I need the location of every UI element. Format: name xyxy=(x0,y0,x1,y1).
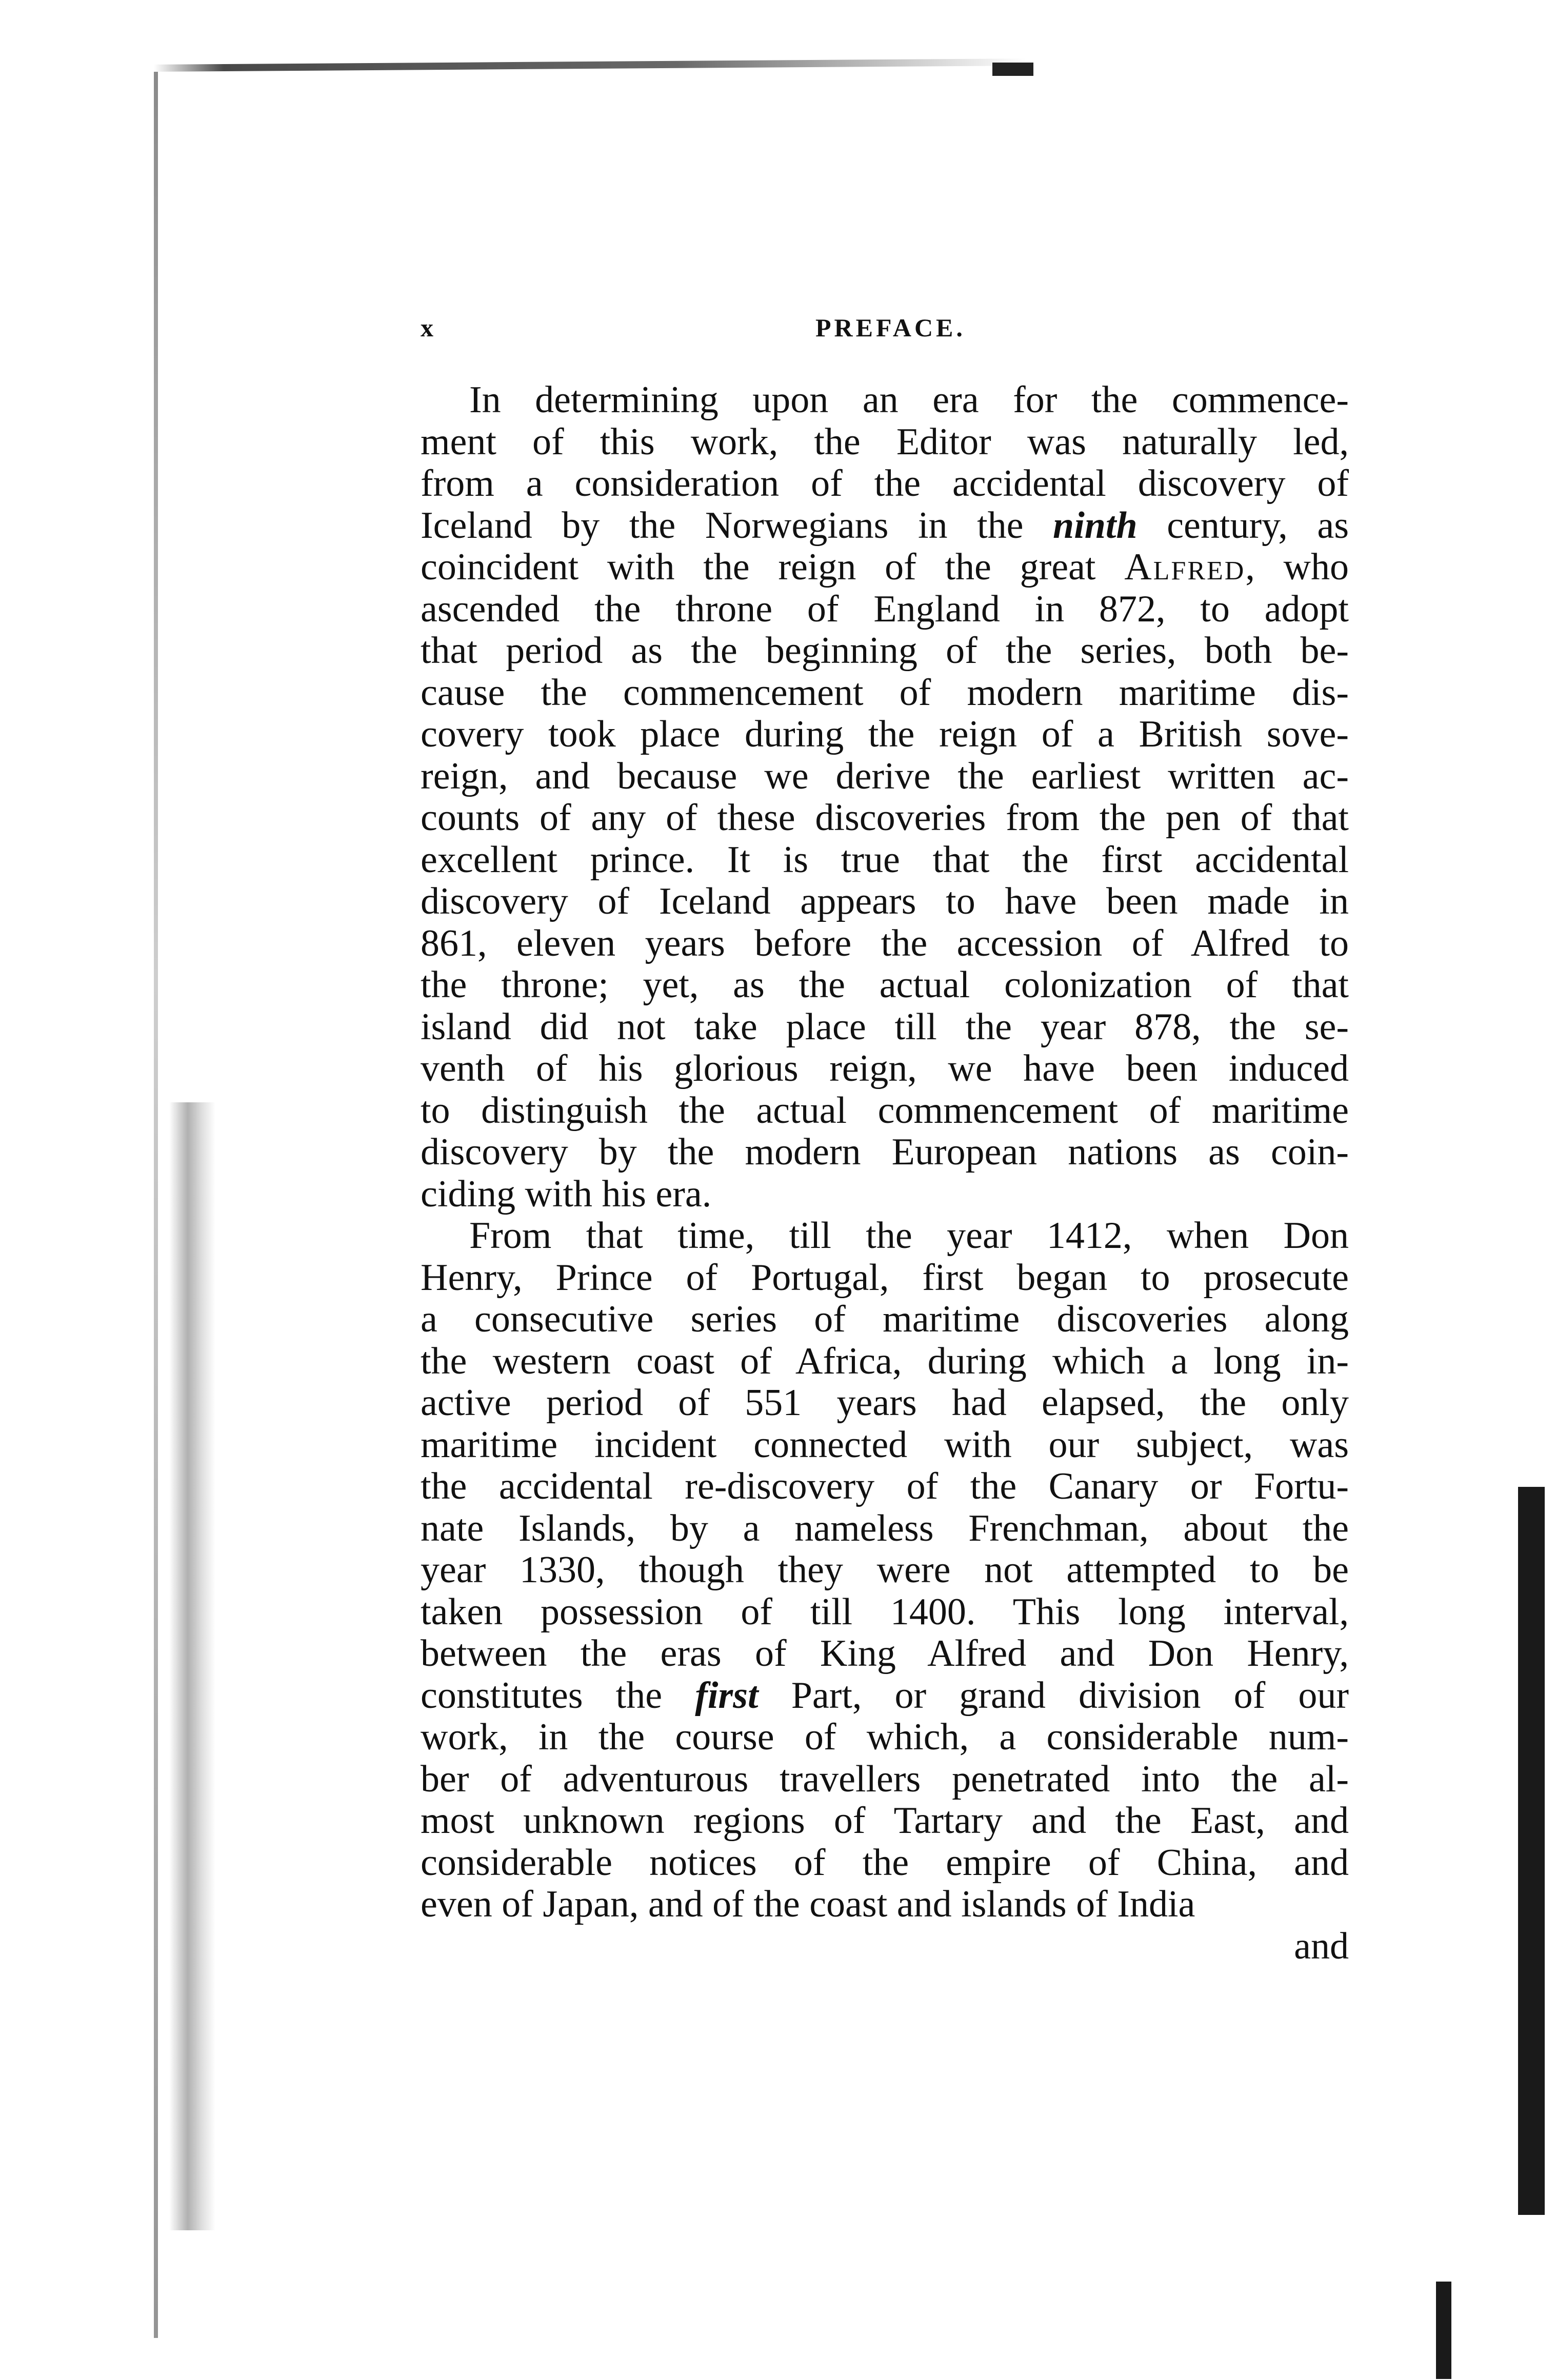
text-line: covery took place during the reign of a British sove- xyxy=(421,713,1349,755)
text-line: reign, and because we derive the earliest written ac- xyxy=(421,755,1349,797)
small-caps-name: Alfred xyxy=(1124,546,1246,588)
text-line: nate Islands, by a nameless Frenchman, about the xyxy=(421,1507,1349,1549)
text-line: In determining upon an era for the commence- xyxy=(469,379,1349,421)
text-line: the western coast of Africa, during which a long in- xyxy=(421,1340,1349,1382)
text-line: ber of adventurous travellers penetrated into the al- xyxy=(421,1758,1349,1800)
scan-top-mark xyxy=(992,63,1033,76)
paragraph xyxy=(421,1215,1349,1926)
text-line: counts of any of these discoveries from the pen of that xyxy=(421,797,1349,839)
text-run: coincident with the reign of the great xyxy=(421,546,1125,588)
text-line: considerable notices of the empire of China, and xyxy=(421,1841,1349,1884)
text-line: From that time, till the year 1412, when Don xyxy=(469,1215,1349,1257)
text-line: most unknown regions of Tartary and the East, and xyxy=(421,1800,1349,1842)
text-run: Iceland by the Norwegians in the xyxy=(421,504,1053,547)
text-line: active period of 551 years had elapsed, the only xyxy=(421,1382,1349,1424)
text-run: constitutes the xyxy=(421,1674,695,1717)
text-line xyxy=(421,547,1349,589)
text-line: taken possession of till 1400. This long interval, xyxy=(421,1590,1349,1633)
catchword: and xyxy=(1294,1925,1349,1967)
body-text xyxy=(421,379,1349,1967)
text-line: between the eras of King Alfred and Don Henry, xyxy=(421,1632,1349,1675)
text-line: ascended the throne of England in 872, to adopt xyxy=(421,588,1349,630)
running-head: PREFACE. xyxy=(815,313,966,342)
text-line: year 1330, though they were not attempted to be xyxy=(421,1549,1349,1591)
text-run: Part, or grand division of our xyxy=(758,1674,1349,1717)
text-run: , who xyxy=(1245,546,1349,588)
text-line: maritime incident connected with our subject, was xyxy=(421,1423,1349,1466)
text-line: even of Japan, and of the coast and islands of India xyxy=(421,1883,1195,1925)
scan-right-edge-bar xyxy=(1518,1487,1545,2215)
italic-word: ninth xyxy=(1053,504,1138,547)
text-run: century, as xyxy=(1137,504,1349,547)
text-line: island did not take place till the year 878, the se- xyxy=(421,1005,1349,1048)
text-line: the accidental re-discovery of the Canary or Fortu- xyxy=(421,1465,1349,1507)
text-line: excellent prince. It is true that the first accidental xyxy=(421,838,1349,881)
text-line: Henry, Prince of Portugal, first began to prosecute xyxy=(421,1256,1349,1299)
scan-binding-shadow xyxy=(169,1102,215,2230)
page-header xyxy=(421,313,1349,354)
text-line: to distinguish the actual commencement of maritime xyxy=(421,1089,1349,1132)
scan-top-edge xyxy=(154,58,1026,72)
text-line: venth of his glorious reign, we have been induced xyxy=(421,1047,1349,1090)
text-line: 861, eleven years before the accession of Alfred to xyxy=(421,922,1349,964)
text-line: ciding with his era. xyxy=(421,1173,712,1215)
text-line: that period as the beginning of the series, both be- xyxy=(421,630,1349,672)
italic-word: first xyxy=(695,1674,759,1717)
text-line: cause the commencement of modern maritime dis- xyxy=(421,671,1349,714)
text-line: work, in the course of which, a considerable num- xyxy=(421,1716,1349,1758)
paragraph xyxy=(421,379,1349,1215)
text-line: from a consideration of the accidental discovery of xyxy=(421,462,1349,505)
text-line: ment of this work, the Editor was naturally led, xyxy=(421,420,1349,463)
page-number: x xyxy=(421,313,434,342)
scan-bottom-right-mark xyxy=(1436,2282,1451,2379)
scan-left-edge xyxy=(154,72,158,2338)
text-line: discovery by the modern European nations as coin- xyxy=(421,1131,1349,1173)
text-line: a consecutive series of maritime discoveries along xyxy=(421,1298,1349,1340)
text-line: discovery of Iceland appears to have been made in xyxy=(421,880,1349,922)
text-line xyxy=(421,1675,1349,1717)
text-line xyxy=(421,505,1349,547)
text-line: the throne; yet, as the actual colonization of that xyxy=(421,964,1349,1006)
